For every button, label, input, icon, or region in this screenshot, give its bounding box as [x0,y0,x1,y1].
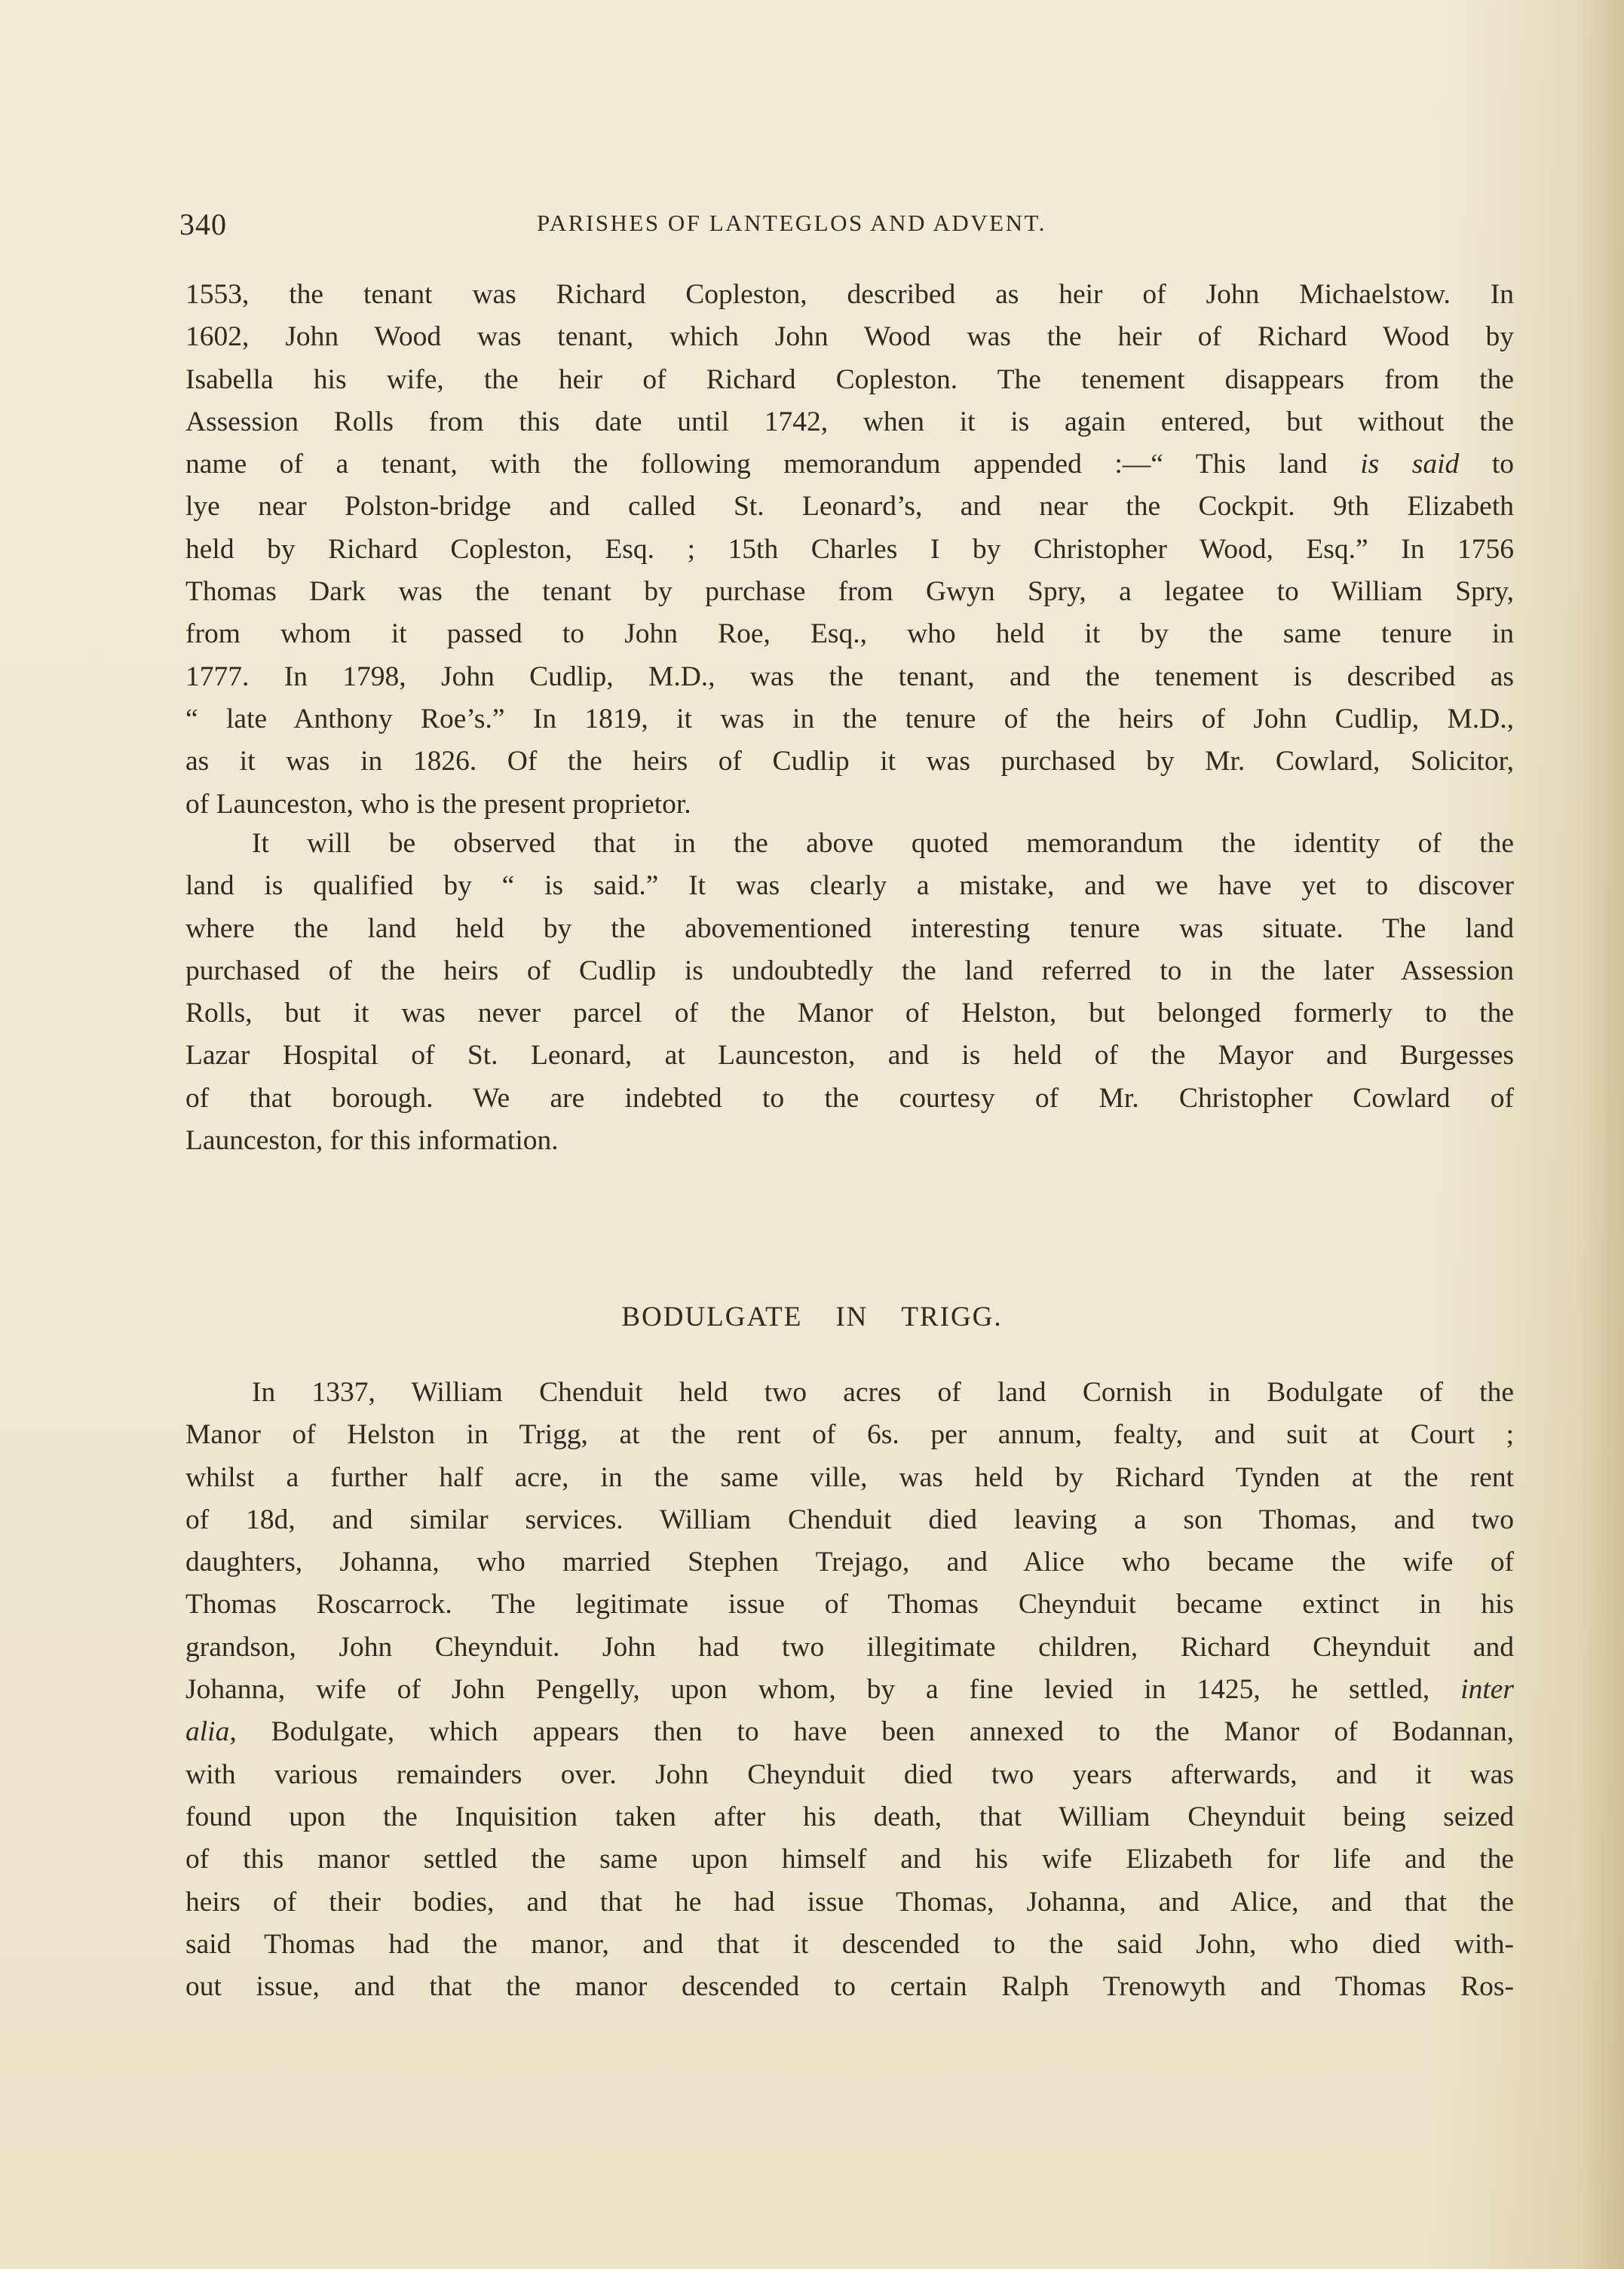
text-line: 1553, the tenant was Richard Copleston, described as heir of John Michaelstow. In [185,279,1514,310]
section-title-word: BODULGATE [621,1302,803,1332]
text-line: of 18d, and similar services. William Chenduit died leaving a son Thomas, and two [185,1504,1514,1535]
text-line: 1602, John Wood was tenant, which John Wood was the heir of Richard Wood by [185,321,1514,353]
text-line: whilst a further half acre, in the same ville, was held by Richard Tynden at the rent [185,1461,1514,1493]
text-line: purchased of the heirs of Cudlip is undoubtedly the land referred to in the later Assession [185,955,1514,986]
text-line: Rolls, but it was never parcel of the Manor of Helston, but belonged formerly to the [185,998,1514,1029]
text-line: with various remainders over. John Cheynduit died two years afterwards, and it was [185,1758,1514,1790]
text-line: Thomas Roscarrock. The legitimate issue of Thomas Cheynduit became extinct in his [185,1589,1514,1620]
text-line: from whom it passed to John Roe, Esq., who held it by the same tenure in [185,618,1514,650]
paragraph-bodulgate [185,1372,1514,2008]
text-line: where the land held by the abovementioned interesting tenure was situate. The land [185,912,1514,944]
text-line: daughters, Johanna, who married Stephen Trejago, and Alice who became the wife of [185,1547,1514,1578]
page-number: 340 [179,207,227,241]
running-head: PARISHES OF LANTEGLOS AND ADVENT. [537,210,1046,236]
text-line: “ late Anthony Roe’s.” In 1819, it was in the tenure of the heirs of John Cudlip, M.D., [185,703,1514,734]
section-title [0,1301,1624,1333]
text-line: found upon the Inquisition taken after his death, that William Cheynduit being seized [185,1801,1514,1832]
text-line: held by Richard Copleston, Esq. ; 15th Charles I by Christopher Wood, Esq.” In 1756 [185,533,1514,565]
text-line: Launceston, for this information. [185,1125,559,1157]
text-line: In 1337, William Chenduit held two acres of land Cornish in Bodulgate of the [252,1377,1514,1408]
section-title-word: TRIGG. [901,1302,1003,1332]
section-title-word: IN [835,1302,869,1332]
text-line: out issue, and that the manor descended to certain Ralph Trenowyth and Thomas Ros- [185,1971,1514,2003]
text-line: Lazar Hospital of St. Leonard, at Launceston, and is held of the Mayor and Burgesses [185,1040,1514,1072]
text-line: Assession Rolls from this date until 1742, when it is again entered, but without the [185,406,1514,437]
text-line: alia, Bodulgate, which appears then to have been annexed to the Manor of Bodannan, [185,1716,1514,1748]
text-line: It will be observed that in the above quoted memorandum the identity of the [252,828,1514,859]
paragraph-copleston-tenancy [185,274,1514,826]
text-line: grandson, John Cheynduit. John had two illegitimate children, Richard Cheynduit and [185,1631,1514,1663]
text-line: 1777. In 1798, John Cudlip, M.D., was the tenant, and the tenement is described as [185,661,1514,692]
paragraph-identity-of-land [185,823,1514,1162]
text-line: of that borough. We are indebted to the courtesy of Mr. Christopher Cowlard of [185,1082,1514,1114]
text-line: name of a tenant, with the following memorandum appended :—“ This land is said to [185,449,1515,480]
text-line: Isabella his wife, the heir of Richard Copleston. The tenement disappears from the [185,363,1514,395]
text-line: heirs of their bodies, and that he had issue Thomas, Johanna, and Alice, and that the [185,1886,1514,1918]
page-header [179,202,1514,247]
text-line: land is qualified by “ is said.” It was clearly a mistake, and we have yet to discover [185,870,1514,902]
text-line: Manor of Helston in Trigg, at the rent of 6s. per annum, fealty, and suit at Court ; [185,1419,1514,1451]
text-line: lye near Polston-bridge and called St. Leonard’s, and near the Cockpit. 9th Elizabeth [185,491,1514,523]
text-line: said Thomas had the manor, and that it descended to the said John, who died with- [185,1928,1514,1960]
text-line: Thomas Dark was the tenant by purchase from Gwyn Spry, a legatee to William Spry, [185,576,1514,608]
text-line: of this manor settled the same upon himself and his wife Elizabeth for life and the [185,1844,1514,1875]
text-line: Johanna, wife of John Pengelly, upon whom, by a fine levied in 1425, he settled, inter [185,1674,1514,1706]
text-line: as it was in 1826. Of the heirs of Cudlip it was purchased by Mr. Cowlard, Solicitor, [185,746,1514,777]
text-line: of Launceston, who is the present proprietor. [185,788,691,820]
